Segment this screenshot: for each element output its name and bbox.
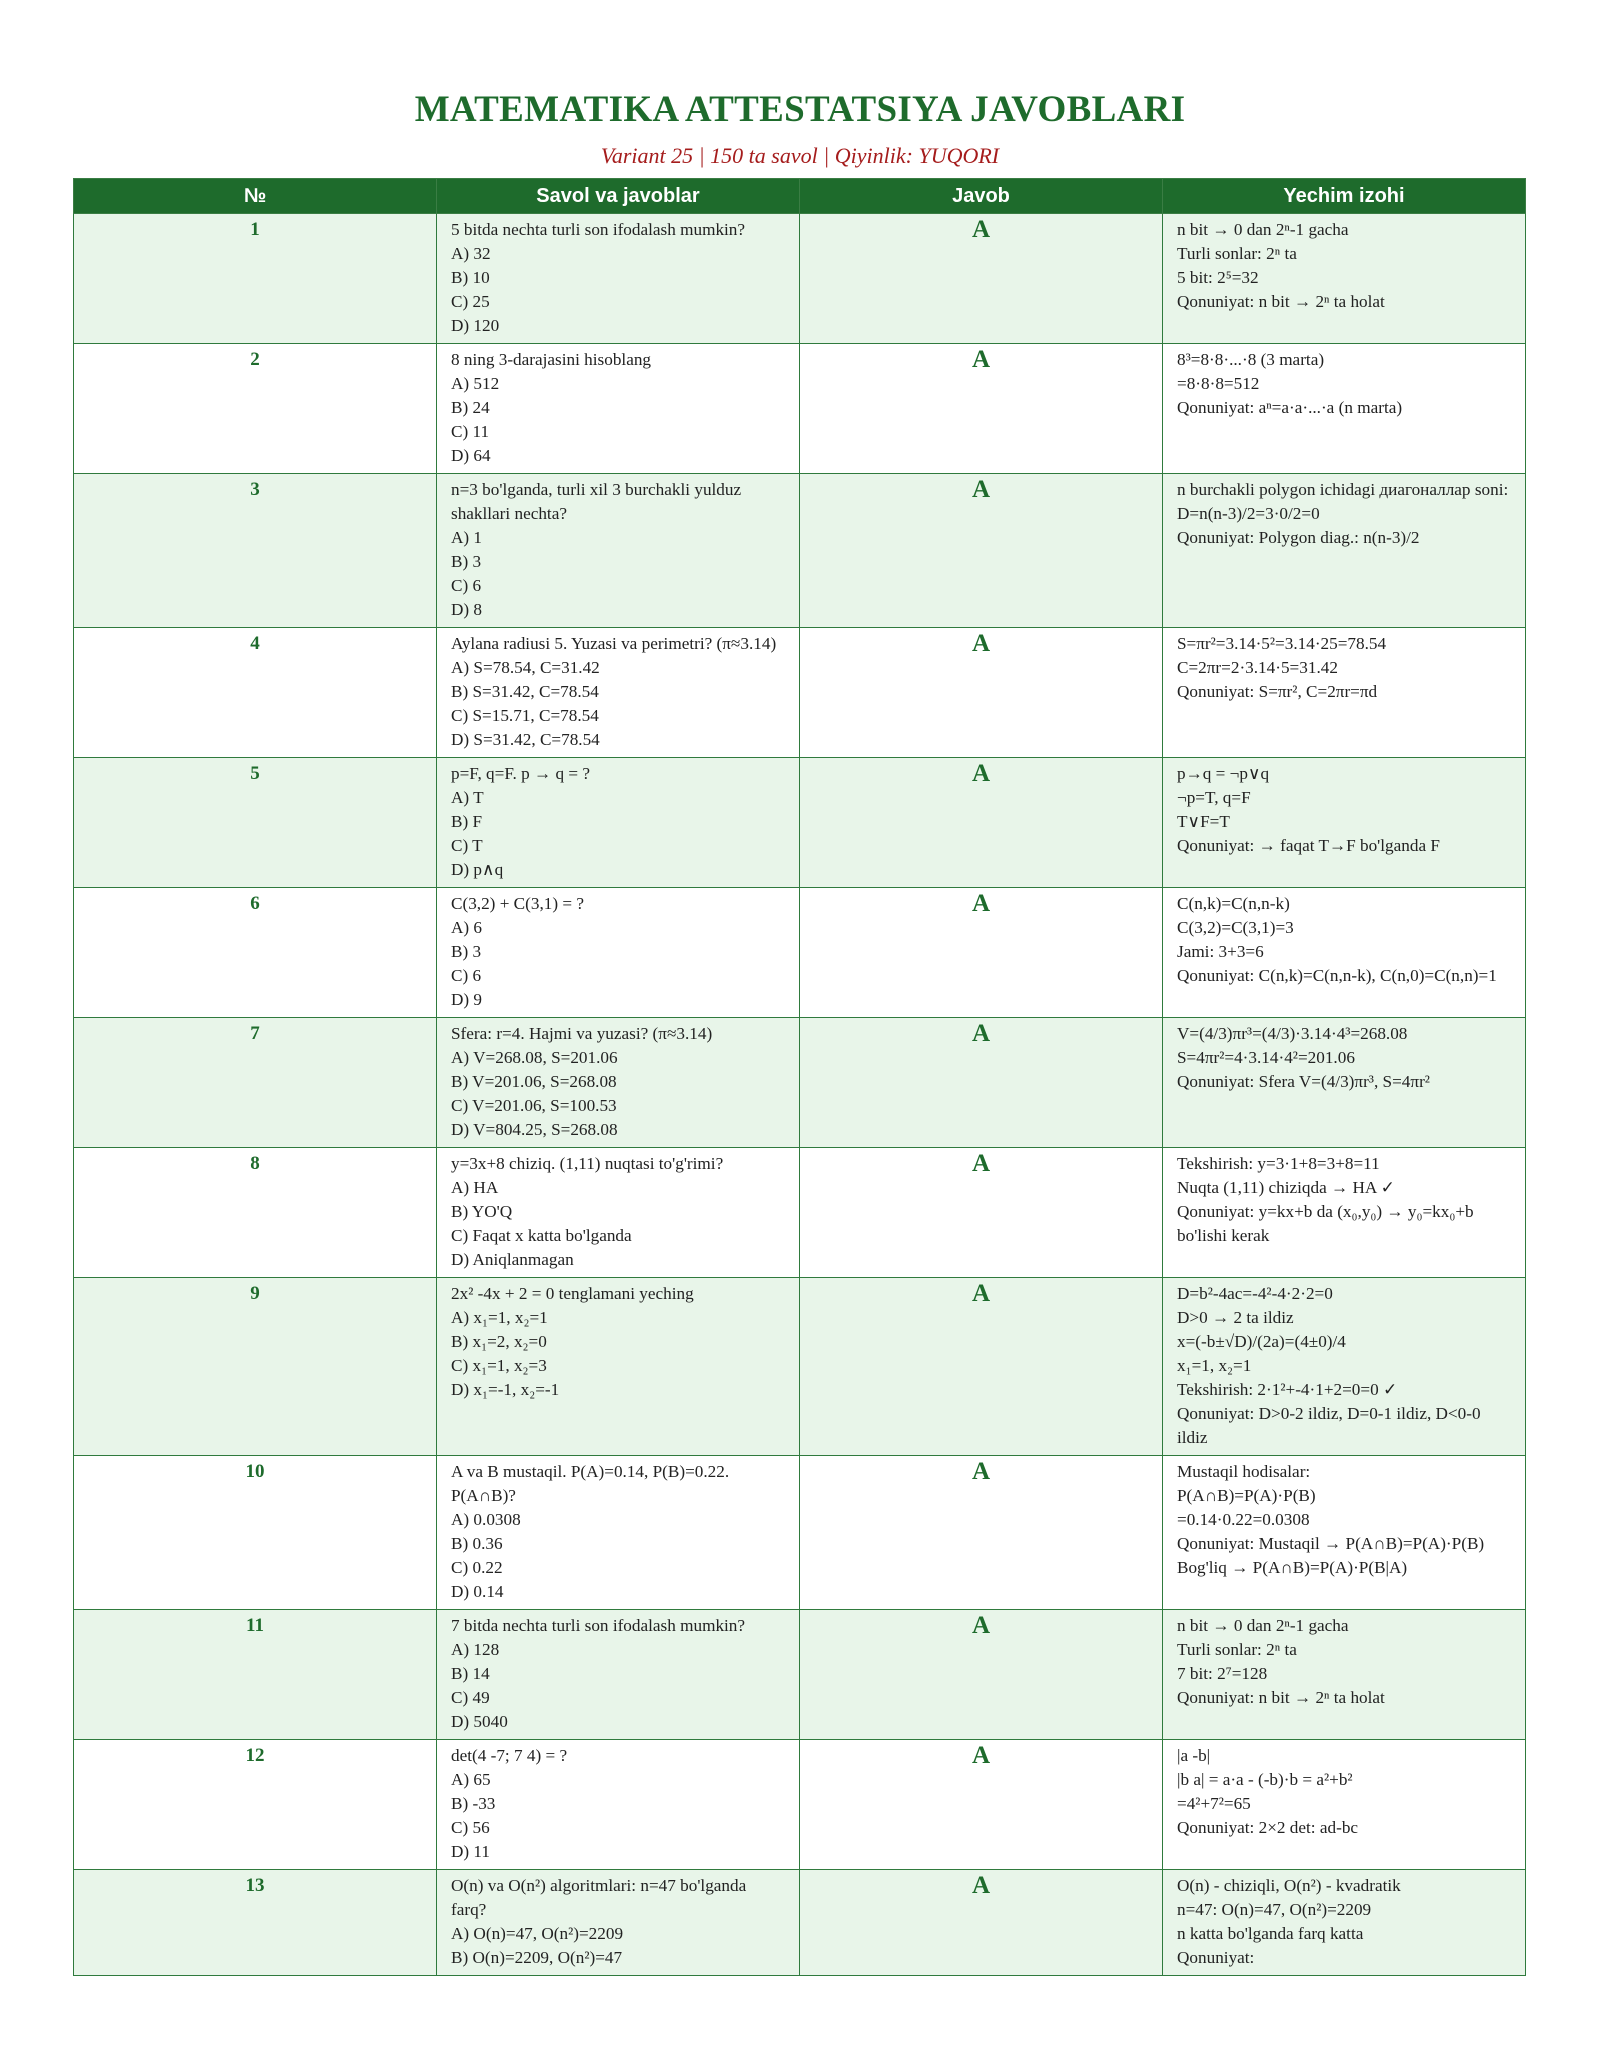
question-text: Sfera: r=4. Hajmi va yuzasi? (π≈3.14)	[451, 1024, 713, 1043]
explanation-line: Qonuniyat: n bit → 2ⁿ ta holat	[1177, 1688, 1385, 1707]
answer-option: B) V=201.06, S=268.08	[451, 1072, 617, 1091]
explanation-line: Qonuniyat: D>0-2 ildiz, D=0-1 ildiz, D<0-0 ildiz	[1177, 1404, 1481, 1447]
table-row	[74, 1610, 1526, 1740]
table-row	[74, 1740, 1526, 1870]
answer-option: A) 1	[451, 528, 483, 547]
answer-option: B) -33	[451, 1794, 496, 1813]
question-cell	[437, 1870, 800, 1976]
question-number: 6	[74, 888, 437, 1018]
explanation-line: x₁=1, x₂=1	[1177, 1356, 1252, 1375]
answer-option: C) Faqat x katta bo'lganda	[451, 1226, 632, 1245]
explanation-line: T∨F=T	[1177, 812, 1230, 831]
answer-option: B) 3	[451, 942, 482, 961]
question-number: 12	[74, 1740, 437, 1870]
page-title: MATEMATIKA ATTESTATSIYA JAVOBLARI	[414, 89, 1186, 130]
question-text: O(n) va O(n²) algoritmlari: n=47 bo'lganda farq?	[451, 1876, 747, 1919]
explanation-line: S=4πr²=4·3.14·4²=201.06	[1177, 1048, 1355, 1067]
question-number: 2	[74, 344, 437, 474]
explanation-line: Qonuniyat: aⁿ=a·a·...·a (n marta)	[1177, 398, 1403, 417]
explanation-line: D=n(n-3)/2=3·0/2=0	[1177, 504, 1320, 523]
explanation-cell	[1163, 758, 1526, 888]
answer-option: A) O(n)=47, O(n²)=2209	[451, 1924, 624, 1943]
explanation-line: Nuqta (1,11) chiziqda → HA ✓	[1177, 1178, 1396, 1197]
question-number: 4	[74, 628, 437, 758]
explanation-line: C(n,k)=C(n,n-k)	[1177, 894, 1290, 913]
question-cell	[437, 1456, 800, 1610]
explanation-cell	[1163, 1278, 1526, 1456]
explanation-cell	[1163, 1018, 1526, 1148]
question-cell	[437, 214, 800, 344]
question-text: Aylana radiusi 5. Yuzasi va perimetri? (π≈3.14)	[451, 634, 777, 653]
explanation-line: n katta bo'lganda farq katta	[1177, 1924, 1364, 1943]
question-cell	[437, 888, 800, 1018]
answer-option: B) O(n)=2209, O(n²)=47	[451, 1948, 623, 1967]
answer-option: A) T	[451, 788, 484, 807]
explanation-line: n bit → 0 dan 2ⁿ-1 gacha	[1177, 1616, 1349, 1635]
answer-option: A) 128	[451, 1640, 500, 1659]
answer-option: D) V=804.25, S=268.08	[451, 1120, 618, 1139]
explanation-cell	[1163, 1456, 1526, 1610]
explanation-line: Qonuniyat:	[1177, 1948, 1255, 1967]
explanation-cell	[1163, 344, 1526, 474]
explanation-line: Qonuniyat: y=kx+b da (x₀,y₀) → y₀=kx₀+b bo'lishi kerak	[1177, 1202, 1474, 1245]
explanation-line: n burchakli polygon ichidagi диагоналлар soni:	[1177, 480, 1509, 499]
answer-option: A) 6	[451, 918, 483, 937]
explanation-cell	[1163, 474, 1526, 628]
answer-option: C) V=201.06, S=100.53	[451, 1096, 617, 1115]
explanation-line: O(n) - chiziqli, O(n²) - kvadratik	[1177, 1876, 1401, 1895]
answer-option: D) 120	[451, 316, 500, 335]
answer-option: A) 512	[451, 374, 500, 393]
question-text: 2x² -4x + 2 = 0 tenglamani yeching	[451, 1284, 694, 1303]
answer-option: D) 64	[451, 446, 491, 465]
question-cell	[437, 1278, 800, 1456]
question-text: A va B mustaqil. P(A)=0.14, P(B)=0.22. P(A∩B)?	[451, 1462, 730, 1505]
explanation-line: n bit → 0 dan 2ⁿ-1 gacha	[1177, 220, 1349, 239]
question-cell	[437, 1610, 800, 1740]
explanation-cell	[1163, 888, 1526, 1018]
table-row	[74, 1278, 1526, 1456]
question-text: p=F, q=F. p → q = ?	[451, 764, 591, 783]
question-text: n=3 bo'lganda, turli xil 3 burchakli yulduz shakllari nechta?	[451, 480, 742, 523]
answer-option: D) 5040	[451, 1712, 508, 1731]
correct-answer: A	[800, 1740, 1163, 1870]
explanation-line: Qonuniyat: Polygon diag.: n(n-3)/2	[1177, 528, 1420, 547]
correct-answer: A	[800, 1870, 1163, 1976]
correct-answer: A	[800, 1018, 1163, 1148]
question-cell	[437, 1740, 800, 1870]
explanation-line: Qonuniyat: S=πr², C=2πr=πd	[1177, 682, 1378, 701]
answer-option: D) S=31.42, C=78.54	[451, 730, 600, 749]
correct-answer: A	[800, 628, 1163, 758]
question-number: 3	[74, 474, 437, 628]
question-text: 5 bitda nechta turli son ifodalash mumkin?	[451, 220, 746, 239]
correct-answer: A	[800, 344, 1163, 474]
explanation-line: 8³=8·8·...·8 (3 marta)	[1177, 350, 1325, 369]
explanation-line: |a -b|	[1177, 1746, 1211, 1765]
question-cell	[437, 1148, 800, 1278]
explanation-line: =8·8·8=512	[1177, 374, 1260, 393]
answer-option: D) 11	[451, 1842, 490, 1861]
explanation-line: Turli sonlar: 2ⁿ ta	[1177, 1640, 1297, 1659]
explanation-line: C(3,2)=C(3,1)=3	[1177, 918, 1294, 937]
explanation-line: V=(4/3)πr³=(4/3)·3.14·4³=268.08	[1177, 1024, 1408, 1043]
answer-option: B) 24	[451, 398, 490, 417]
explanation-line: =0.14·0.22=0.0308	[1177, 1510, 1310, 1529]
explanation-cell	[1163, 1870, 1526, 1976]
answer-option: D) Aniqlanmagan	[451, 1250, 574, 1269]
table-row	[74, 1148, 1526, 1278]
answer-option: A) HA	[451, 1178, 499, 1197]
answer-option: B) F	[451, 812, 483, 831]
table-row	[74, 758, 1526, 888]
answer-option: B) 14	[451, 1664, 490, 1683]
explanation-line: n=47: O(n)=47, O(n²)=2209	[1177, 1900, 1372, 1919]
explanation-cell	[1163, 1148, 1526, 1278]
answer-option: B) 3	[451, 552, 482, 571]
question-number: 13	[74, 1870, 437, 1976]
question-number: 1	[74, 214, 437, 344]
answer-option: C) 49	[451, 1688, 490, 1707]
table-row	[74, 1870, 1526, 1976]
table-row	[74, 344, 1526, 474]
explanation-line: =4²+7²=65	[1177, 1794, 1251, 1813]
explanation-cell	[1163, 1740, 1526, 1870]
explanation-line: D=b²-4ac=-4²-4·2·2=0	[1177, 1284, 1333, 1303]
table-row	[74, 214, 1526, 344]
correct-answer: A	[800, 214, 1163, 344]
answer-option: A) S=78.54, C=31.42	[451, 658, 600, 677]
correct-answer: A	[800, 474, 1163, 628]
question-text: det(4 -7; 7 4) = ?	[451, 1746, 568, 1765]
answer-option: B) YO'Q	[451, 1202, 513, 1221]
question-cell	[437, 474, 800, 628]
correct-answer: A	[800, 888, 1163, 1018]
explanation-line: Qonuniyat: Mustaqil → P(A∩B)=P(A)·P(B)	[1177, 1534, 1485, 1553]
explanation-line: Qonuniyat: 2×2 det: ad-bc	[1177, 1818, 1359, 1837]
column-header-question: Savol va javoblar	[437, 179, 800, 214]
answer-option: D) 0.14	[451, 1582, 504, 1601]
table-body	[74, 214, 1526, 1976]
page-subtitle: Variant 25 | 150 ta savol | Qiyinlik: YUQORI	[600, 143, 1000, 168]
explanation-line: |b a| = a·a - (-b)·b = a²+b²	[1177, 1770, 1353, 1789]
explanation-line: Bog'liq → P(A∩B)=P(A)·P(B|A)	[1177, 1558, 1408, 1577]
answer-option: A) V=268.08, S=201.06	[451, 1048, 618, 1067]
correct-answer: A	[800, 758, 1163, 888]
question-number: 10	[74, 1456, 437, 1610]
answer-option: C) T	[451, 836, 483, 855]
explanation-line: Qonuniyat: → faqat T→F bo'lganda F	[1177, 836, 1440, 855]
correct-answer: A	[800, 1456, 1163, 1610]
explanation-line: Mustaqil hodisalar:	[1177, 1462, 1311, 1481]
explanation-line: p→q = ¬p∨q	[1177, 764, 1270, 783]
explanation-line: Tekshirish: y=3·1+8=3+8=11	[1177, 1154, 1380, 1173]
question-number: 11	[74, 1610, 437, 1740]
question-number: 9	[74, 1278, 437, 1456]
answer-option: C) 0.22	[451, 1558, 503, 1577]
answer-option: D) 8	[451, 600, 483, 619]
answer-option: C) 6	[451, 576, 482, 595]
answer-option: C) 25	[451, 292, 490, 311]
answer-option: C) S=15.71, C=78.54	[451, 706, 599, 725]
explanation-line: Qonuniyat: n bit → 2ⁿ ta holat	[1177, 292, 1385, 311]
explanation-line: C=2πr=2·3.14·5=31.42	[1177, 658, 1338, 677]
question-number: 7	[74, 1018, 437, 1148]
table-row	[74, 1018, 1526, 1148]
answer-option: D) p∧q	[451, 860, 504, 879]
correct-answer: A	[800, 1148, 1163, 1278]
question-cell	[437, 628, 800, 758]
table-header	[74, 179, 1526, 214]
answers-table	[73, 178, 1526, 1976]
answer-option: B) S=31.42, C=78.54	[451, 682, 599, 701]
explanation-line: Tekshirish: 2·1²+-4·1+2=0=0 ✓	[1177, 1380, 1398, 1399]
explanation-cell	[1163, 1610, 1526, 1740]
explanation-line: P(A∩B)=P(A)·P(B)	[1177, 1486, 1316, 1505]
answer-option: C) x₁=1, x₂=3	[451, 1356, 547, 1375]
answer-option: A) 32	[451, 244, 491, 263]
question-text: 7 bitda nechta turli son ifodalash mumkin?	[451, 1616, 746, 1635]
correct-answer: A	[800, 1278, 1163, 1456]
column-header-explanation: Yechim izohi	[1163, 179, 1526, 214]
answer-option: A) x₁=1, x₂=1	[451, 1308, 548, 1327]
question-cell	[437, 344, 800, 474]
answer-option: B) 10	[451, 268, 490, 287]
answer-option: C) 11	[451, 422, 490, 441]
question-cell	[437, 1018, 800, 1148]
explanation-line: x=(-b±√D)/(2a)=(4±0)/4	[1177, 1332, 1346, 1351]
explanation-cell	[1163, 214, 1526, 344]
question-number: 8	[74, 1148, 437, 1278]
explanation-cell	[1163, 628, 1526, 758]
table-row	[74, 474, 1526, 628]
explanation-line: Turli sonlar: 2ⁿ ta	[1177, 244, 1297, 263]
explanation-line: ¬p=T, q=F	[1177, 788, 1251, 807]
explanation-line: Qonuniyat: C(n,k)=C(n,n-k), C(n,0)=C(n,n)=1	[1177, 966, 1497, 985]
answer-option: B) 0.36	[451, 1534, 503, 1553]
table-row	[74, 888, 1526, 1018]
question-text: y=3x+8 chiziq. (1,11) nuqtasi to'g'rimi?	[451, 1154, 724, 1173]
answer-option: D) 9	[451, 990, 483, 1009]
answer-option: A) 65	[451, 1770, 491, 1789]
answer-option: D) x₁=-1, x₂=-1	[451, 1380, 560, 1399]
table-row	[74, 1456, 1526, 1610]
question-cell	[437, 758, 800, 888]
explanation-line: 7 bit: 2⁷=128	[1177, 1664, 1268, 1683]
explanation-line: D>0 → 2 ta ildiz	[1177, 1308, 1294, 1327]
question-text: 8 ning 3-darajasini hisoblang	[451, 350, 652, 369]
answer-option: A) 0.0308	[451, 1510, 521, 1529]
correct-answer: A	[800, 1610, 1163, 1740]
column-header-number: №	[74, 179, 437, 214]
explanation-line: Jami: 3+3=6	[1177, 942, 1264, 961]
table-row	[74, 628, 1526, 758]
column-header-answer: Javob	[800, 179, 1163, 214]
answer-option: C) 56	[451, 1818, 490, 1837]
explanation-line: Qonuniyat: Sfera V=(4/3)πr³, S=4πr²	[1177, 1072, 1430, 1091]
explanation-line: S=πr²=3.14·5²=3.14·25=78.54	[1177, 634, 1387, 653]
question-text: C(3,2) + C(3,1) = ?	[451, 894, 584, 913]
answer-option: C) 6	[451, 966, 482, 985]
answer-option: B) x₁=2, x₂=0	[451, 1332, 547, 1351]
explanation-line: 5 bit: 2⁵=32	[1177, 268, 1259, 287]
question-number: 5	[74, 758, 437, 888]
